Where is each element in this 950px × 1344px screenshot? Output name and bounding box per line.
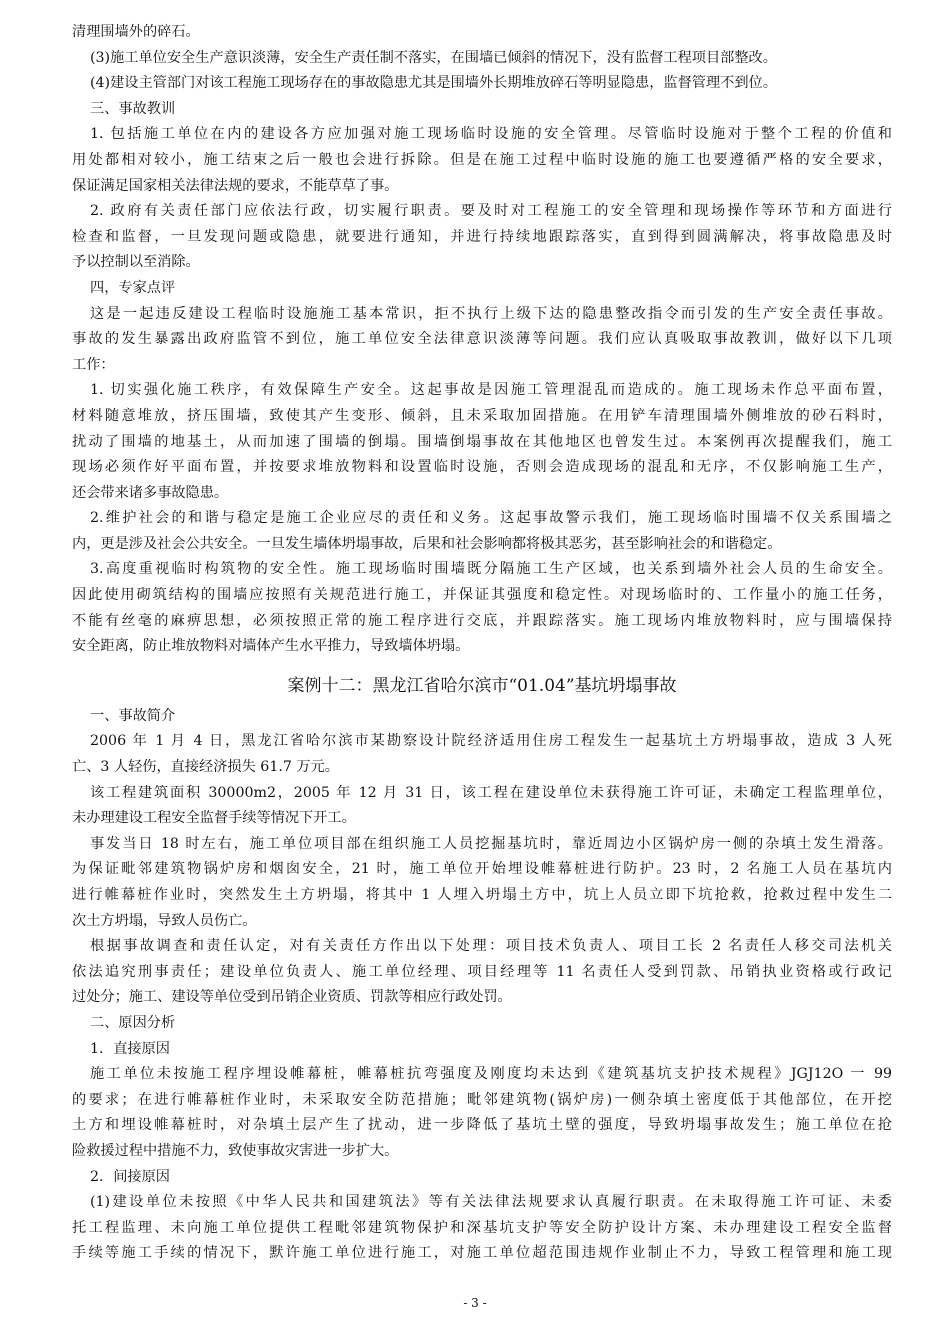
page-number: - 3 - [463, 1296, 487, 1310]
section-b-text-line: 2006 年 1 月 4 日，黑龙江省哈尔滨市某勘察设计院经济适用住房工程发生一起基坑土方坍塌事故，造成 3 人死 [90, 733, 892, 750]
section-b-text-line: 险救援过程中措施不力，致使事故灾害进一步扩大。 [72, 1142, 399, 1159]
section-a-text-line: 保证满足国家相关法律法规的要求，不能草草了事。 [72, 177, 399, 194]
section-b-text-line: 为保证毗邻建筑物锅炉房和烟囱安全，21 时，施工单位开始埋设帷幕桩进行防护。23 时，2 名施工人员在基坑内 [72, 861, 892, 878]
section-b-text-line: 依法追究刑事责任；建设单位负责人、施工单位经理、项目经理等 11 名责任人受到罚款、吊销执业资格或行政记 [72, 963, 892, 980]
section-a-text-line: (3)施工单位安全生产意识淡薄，安全生产责任制不落实，在围墙已倾斜的情况下，没有监督工程项目部整改。 [90, 49, 777, 66]
section-a-text-line: 材料随意堆放，挤压围墙，致使其产生变形、倾斜，且未采取加固措施。在用铲车清理围墙外侧堆放的砂石料时， [72, 407, 892, 424]
section-b-text-line: 事发当日 18 时左右，施工单位项目部在组织施工人员挖掘基坑时，靠近周边小区锅炉房一侧的杂填土发生滑落。 [90, 835, 892, 852]
section-a-text-line: 2.维护社会的和谐与稳定是施工企业应尽的责任和义务。这起事故警示我们，施工现场临时围墙不仅关系围墙之 [90, 510, 892, 527]
section-b-text-line: 手续等施工手续的情况下，默许施工单位进行施工，对施工单位超范围违规作业制止不力，导致工程管理和施工现 [72, 1245, 892, 1262]
section-a-text-line: 扰动了围墙的地基土，从而加速了围墙的倒塌。围墙倒塌事故在其他地区也曾发生过。本案例再次提醒我们，施工 [72, 433, 892, 450]
document-page [72, 20, 892, 1267]
section-a-text-line: 安全距离，防止堆放物料对墙体产生水平推力，导致墙体坍塌。 [72, 638, 470, 655]
section-a-text-line: 还会带来诸多事故隐患。 [72, 484, 229, 501]
section-a-text-line: 因此使用砌筑结构的围墙应按照有关规范进行施工，并保证其强度和稳定性。对现场临时的、工作量小的施工任务， [72, 587, 892, 604]
section-b-heading: 2．间接原因 [90, 1168, 170, 1185]
section-case-twelve [72, 704, 892, 1267]
section-b-text-line: 进行帷幕桩作业时，突然发生土方坍塌，将其中 1 人埋入坍塌土方中，坑上人员立即下坑抢救，抢救过程中发生二 [72, 887, 892, 903]
section-a-text-line: 1. 切实强化施工秩序，有效保障生产安全。这起事故是因施工管理混乱而造成的。施工现场未作总平面布置， [90, 382, 892, 399]
section-b-text-line: 土方和埋设帷幕桩时，对杂填土层产生了扰动，进一步降低了基坑土壁的强度，导致坍塌事故发生；施工单位在抢 [72, 1117, 892, 1134]
section-b-text-line: 的要求；在进行帷幕桩作业时，未采取安全防范措施；毗邻建筑物(锅炉房)一侧杂填土密度低于其他部位，在开挖 [72, 1091, 892, 1108]
section-b-text-line: 该工程建筑面积 30000m2，2005 年 12 月 31 日，该工程在建设单位未获得施工许可证，未确定工程监理单位， [90, 784, 892, 801]
section-a-text-line: 3.高度重视临时构筑物的安全性。施工现场临时围墙既分隔施工生产区域，也关系到墙外社会人员的生命安全。 [90, 561, 892, 578]
section-b-text-line: 未办理建设工程安全监督手续等情况下开工。 [72, 810, 356, 827]
section-a-text-line: 清理围墙外的碎石。 [72, 24, 200, 40]
section-a-text-line: 2. 政府有关责任部门应依法行政，切实履行职责。要及时对工程施工的安全管理和现场操作等环节和方面进行 [90, 203, 892, 220]
section-b-text-line: 过处分；施工、建设等单位受到吊销企业资质、罚款等相应行政处罚。 [72, 989, 512, 1006]
section-a-text-line: 不能有丝毫的麻痹思想，必须按照正常的施工程序进行交底，并跟踪落实。施工现场内堆放物料时，应与围墙保持 [72, 612, 892, 629]
section-a-text-line: (4)建设主管部门对该工程施工现场存在的事故隐患尤其是围墙外长期堆放碎石等明显隐患，监督管理不到位。 [90, 75, 777, 92]
section-a-text-line: 内，更是涉及社会公共安全。一旦发生墙体坍塌事故，后果和社会影响都将极其恶劣，甚至影响社会的和谐稳定。 [72, 535, 782, 552]
section-a-text-line: 予以控制以至消除。 [72, 254, 200, 271]
section-a-text-line: 1. 包括施工单位在内的建设各方应加强对施工现场临时设施的安全管理。尽管临时设施对于整个工程的价值和 [90, 126, 892, 143]
case-title: 案例十二：黑龙江省哈尔滨市“01.04”基坑坍塌事故 [287, 675, 677, 696]
section-a-text-line: 现场必须作好平面布置，并按要求堆放物料和设置临时设施，否则会造成现场的混乱和无序，不仅影响施工生产， [72, 459, 892, 476]
section-b-text-line: 亡、3 人轻伤，直接经济损失 61.7 万元。 [72, 759, 339, 776]
section-b-heading: 二、原因分析 [90, 1014, 176, 1031]
section-b-text-line: 根据事故调查和责任认定，对有关责任方作出以下处理：项目技术负责人、项目工长 2 名责任人移交司法机关 [90, 938, 892, 955]
section-b-text-line: (1)建设单位未按照《中华人民共和国建筑法》等有关法律法规要求认真履行职责。在未取得施工许可证、未委 [90, 1194, 892, 1211]
section-b-text-line: 次土方坍塌，导致人员伤亡。 [72, 912, 257, 929]
section-accident-lessons [72, 20, 892, 660]
section-b-text-line: 施工单位未按施工程序埋设帷幕桩，帷幕桩抗弯强度及刚度均未达到《建筑基坑支护技术规程》JGJ12O 一 99 [90, 1066, 892, 1083]
section-b-text-line: 托工程监理、未向施工单位提供工程毗邻建筑物保护和深基坑支护等安全防护设计方案、未办理建设工程安全监督 [72, 1219, 892, 1236]
section-a-heading: 三、事故教训 [90, 100, 176, 117]
section-a-text-line: 工作： [72, 356, 115, 373]
section-a-heading: 四，专家点评 [90, 279, 176, 296]
section-a-text-line: 用处都相对较小，施工结束之后一般也会进行拆除。但是在施工过程中临时设施的施工也要遵循严格的安全要求， [72, 151, 892, 168]
section-b-heading: 一、事故简介 [90, 707, 176, 724]
section-a-text-line: 检查和监督，一旦发现问题或隐患，就要进行通知，并进行持续地跟踪落实，直到得到圆满解决，将事故隐患及时 [72, 228, 892, 245]
section-a-text-line: 事故的发生暴露出政府监管不到位，施工单位安全法律意识淡薄等问题。我们应认真吸取事故教训，做好以下几项 [72, 331, 892, 348]
section-a-text-line: 这是一起违反建设工程临时设施施工基本常识，拒不执行上级下达的隐患整改指令而引发的生产安全责任事故。 [90, 305, 892, 322]
section-b-heading: 1．直接原因 [90, 1040, 170, 1057]
